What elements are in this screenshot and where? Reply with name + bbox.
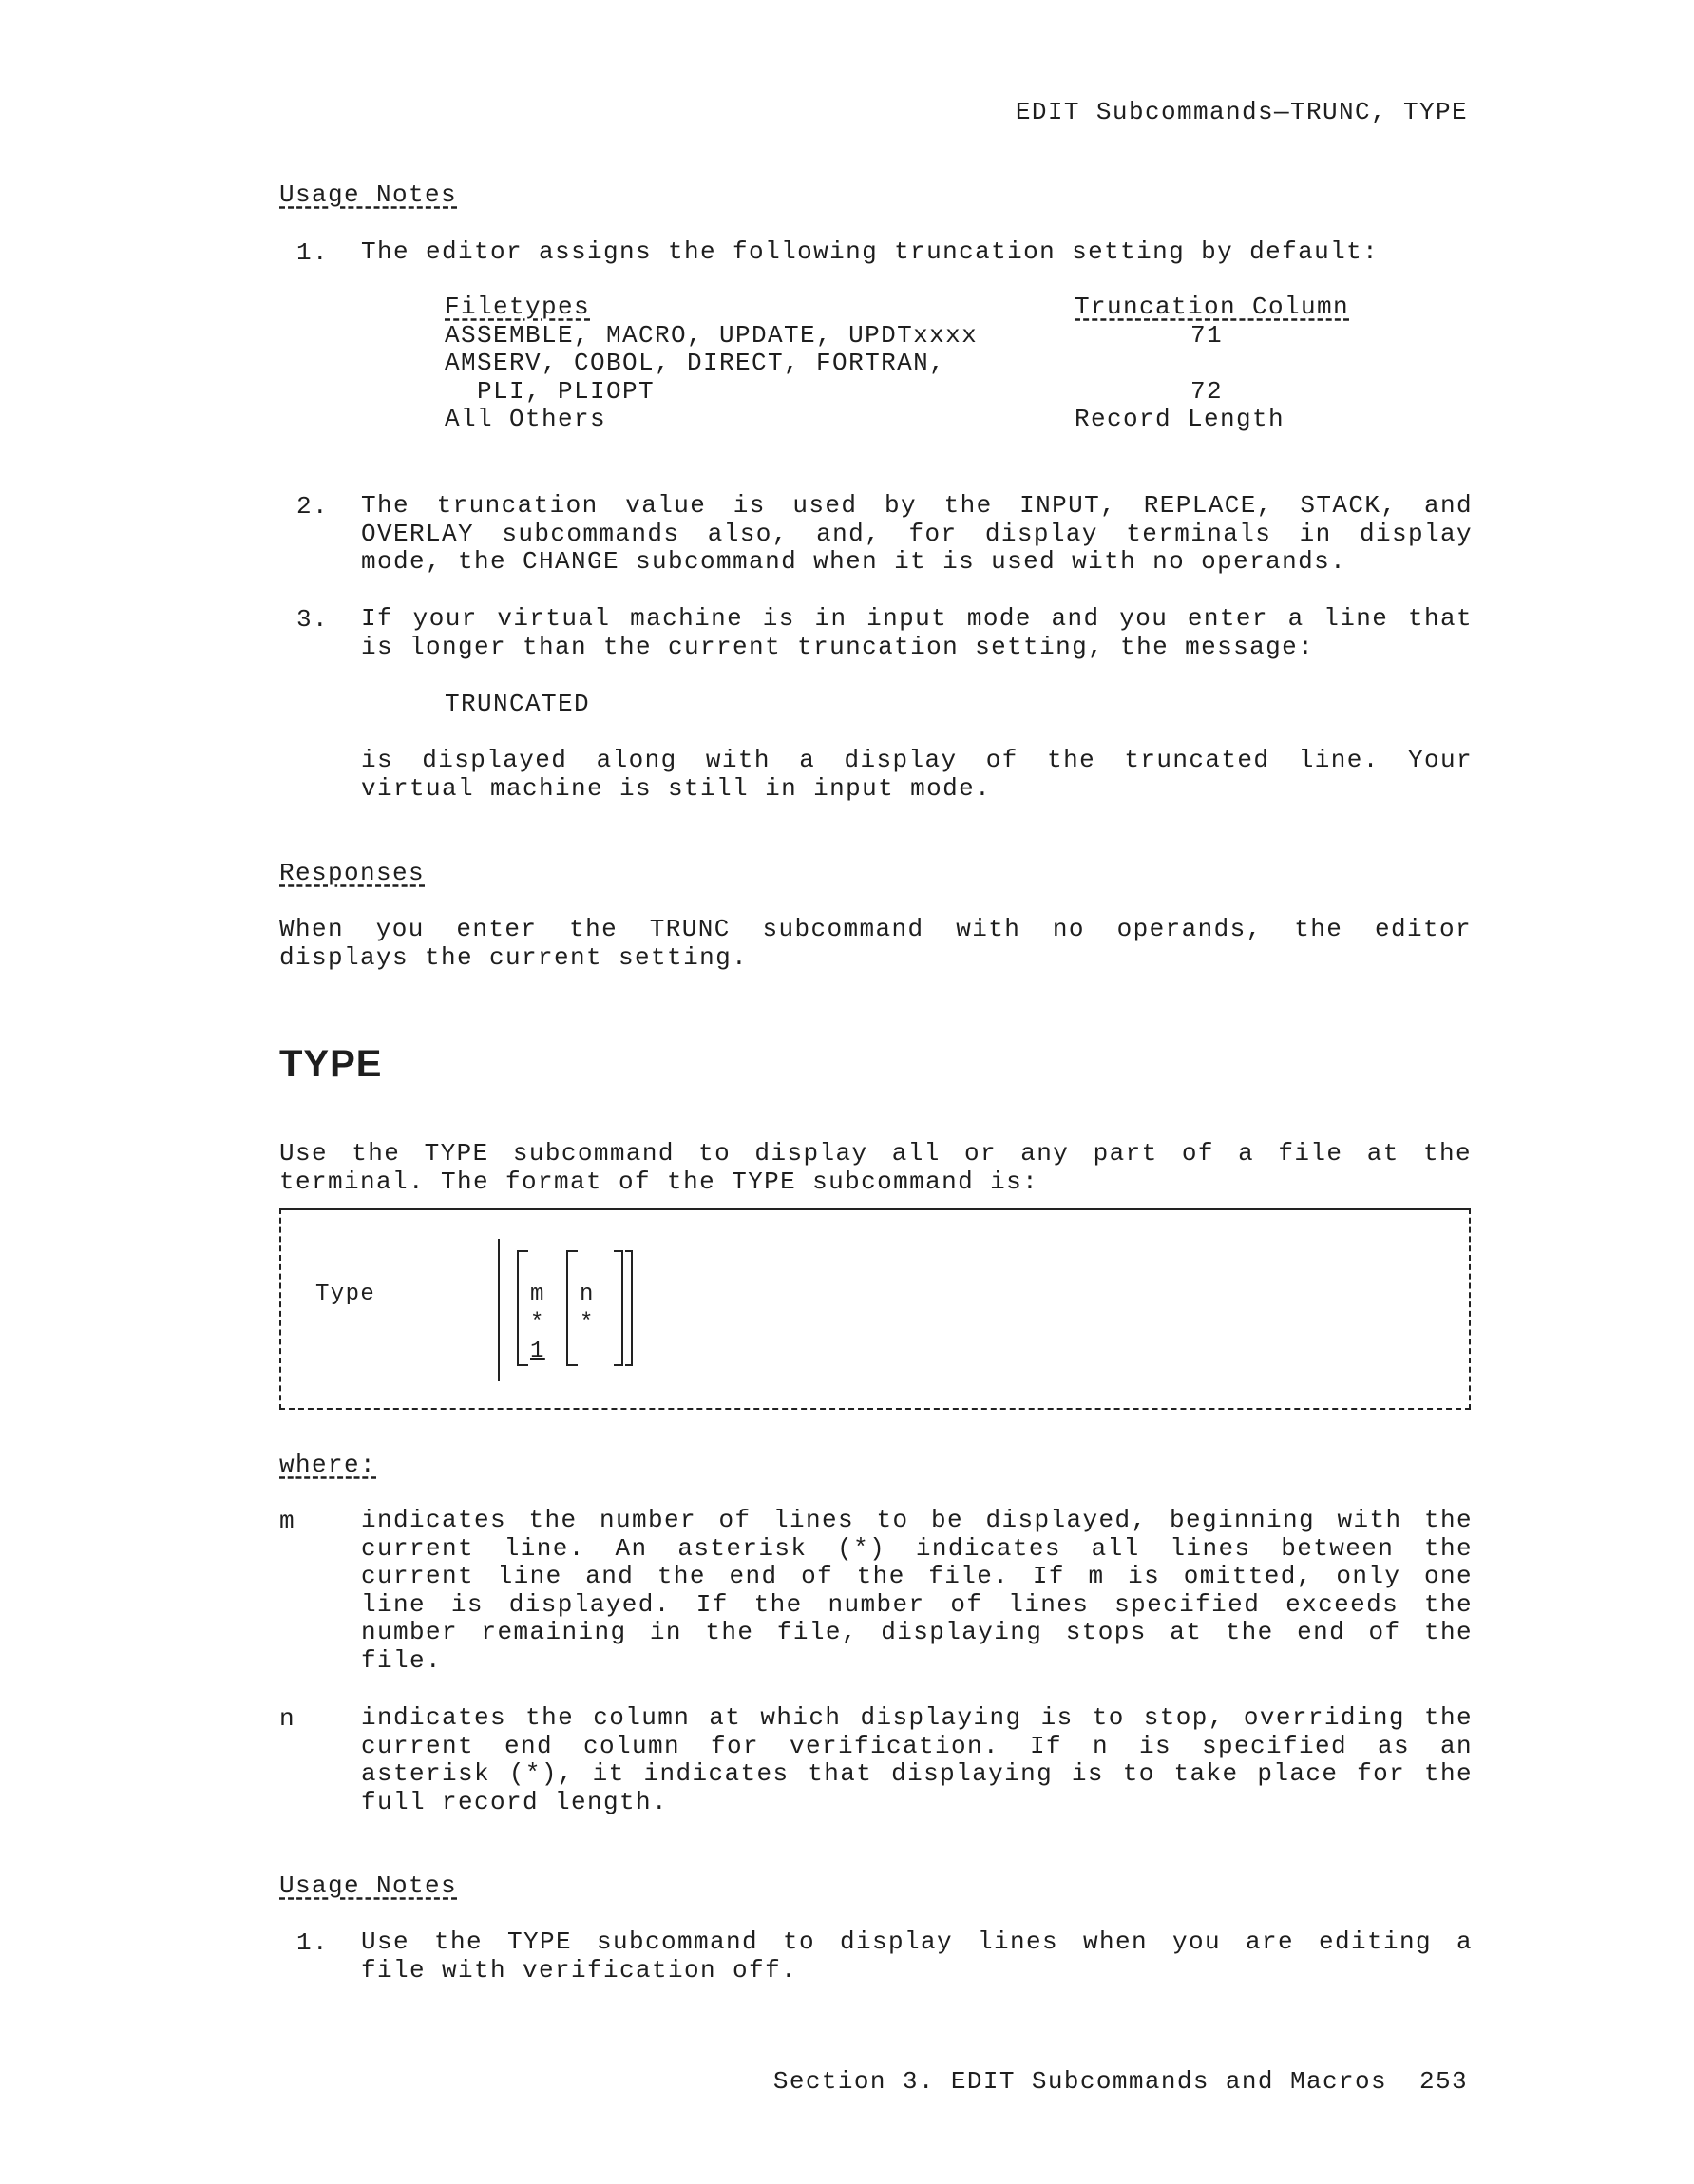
type-intro	[279, 1140, 1472, 1196]
table-cell-filetypes: ASSEMBLE, MACRO, UPDATE, UPDTxxxx	[445, 320, 979, 350]
text-line: current line and the end of the file. If m is omitted, only one	[361, 1562, 1473, 1590]
table-header-filetypes: Filetypes	[445, 293, 591, 321]
truncation-table	[445, 294, 1395, 436]
item-number: 3.	[296, 605, 330, 634]
where-label: where:	[279, 1451, 377, 1479]
item-number: 2.	[296, 492, 330, 521]
text-line: The editor assigns the following truncation setting by default:	[361, 237, 1380, 266]
item-number: 1.	[296, 1928, 330, 1957]
text-line: file.	[361, 1645, 443, 1675]
usage-notes-heading: Usage Notes	[279, 1871, 458, 1900]
text-line: OVERLAY subcommands also, and, for display terminals in display	[361, 519, 1473, 548]
text-line: number remaining in the file, displaying stops at the end of the	[361, 1618, 1473, 1646]
text-line: Use the TYPE subcommand to display lines when you are editing a	[361, 1928, 1473, 1956]
running-header: EDIT Subcommands—TRUNC, TYPE	[1015, 98, 1468, 126]
usage-notes-heading: Usage Notes	[279, 180, 458, 209]
table-header-truncation-column: Truncation Column	[1075, 293, 1350, 321]
syntax-command: Type	[315, 1282, 376, 1307]
definition-term-n: n	[279, 1704, 296, 1733]
usage-note-3-continued	[361, 747, 1473, 803]
syntax-separator	[498, 1239, 500, 1381]
text-line: virtual machine is still in input mode.	[361, 773, 992, 803]
text-line: full record length.	[361, 1787, 669, 1816]
definition-term-m: m	[279, 1507, 296, 1535]
text-line: displays the current setting.	[279, 942, 749, 972]
text-line: terminal. The format of the TYPE subcommand is:	[279, 1167, 1039, 1196]
definition-m	[361, 1507, 1473, 1675]
syntax-option-m-default: 1	[530, 1339, 545, 1364]
text-line: Use the TYPE subcommand to display all or any part of a file at the	[279, 1139, 1472, 1168]
message-text: TRUNCATED	[445, 690, 591, 718]
usage-note-1	[361, 238, 1473, 267]
responses-text	[279, 916, 1472, 972]
text-line: file with verification off.	[361, 1955, 798, 1985]
page-number: 253	[1418, 2067, 1468, 2096]
definition-n	[361, 1704, 1473, 1816]
text-line: is longer than the current truncation setting, the message:	[361, 632, 1315, 661]
text-line: current line. An asterisk (*) indicates all lines between the	[361, 1533, 1473, 1563]
table-cell-column: 71	[1190, 320, 1224, 350]
bracket-n-left	[566, 1250, 578, 1366]
section-heading-type: TYPE	[279, 1043, 383, 1085]
text-line: line is displayed. If the number of lines specified exceeds the	[361, 1589, 1473, 1619]
usage-note-2	[361, 492, 1473, 577]
type-usage-note-1	[361, 1928, 1473, 1985]
footer-section: Section 3. EDIT Subcommands and Macros	[772, 2067, 1387, 2096]
item-number: 1.	[296, 238, 330, 267]
syntax-option-m: m	[530, 1282, 545, 1307]
page-footer	[773, 2067, 1468, 2096]
syntax-option-n: n	[580, 1282, 595, 1307]
table-cell-column: Record Length	[1075, 405, 1285, 433]
bracket-m-left	[517, 1250, 528, 1366]
text-line: indicates the column at which displaying is to stop, overriding the	[361, 1703, 1473, 1732]
usage-note-3	[361, 605, 1473, 661]
text-line: When you enter the TRUNC subcommand with no operands, the editor	[279, 915, 1472, 943]
syntax-diagram	[279, 1208, 1471, 1410]
table-cell-filetypes: AMSERV, COBOL, DIRECT, FORTRAN,	[445, 349, 946, 377]
text-line: current end column for verification. If n is specified as an	[361, 1731, 1473, 1760]
text-line: The truncation value is used by the INPUT, REPLACE, STACK, and	[361, 491, 1473, 520]
table-cell-filetypes: All Others	[445, 405, 607, 433]
syntax-option-n-asterisk: *	[580, 1310, 595, 1336]
text-line: If your virtual machine is in input mode and you enter a line that	[361, 604, 1473, 633]
table-cell-column: 72	[1190, 376, 1224, 406]
text-line: asterisk (*), it indicates that displaying is to take place for the	[361, 1759, 1473, 1788]
bracket-n-right	[614, 1250, 623, 1366]
bracket-m-right	[625, 1250, 633, 1366]
table-cell-filetypes: PLI, PLIOPT	[445, 376, 656, 406]
text-line: mode, the CHANGE subcommand when it is used with no operands.	[361, 547, 1347, 576]
text-line: indicates the number of lines to be displayed, beginning with the	[361, 1506, 1473, 1534]
text-line: is displayed along with a display of the truncated line. Your	[361, 746, 1473, 774]
syntax-option-m-asterisk: *	[530, 1310, 545, 1336]
responses-heading: Responses	[279, 859, 426, 887]
